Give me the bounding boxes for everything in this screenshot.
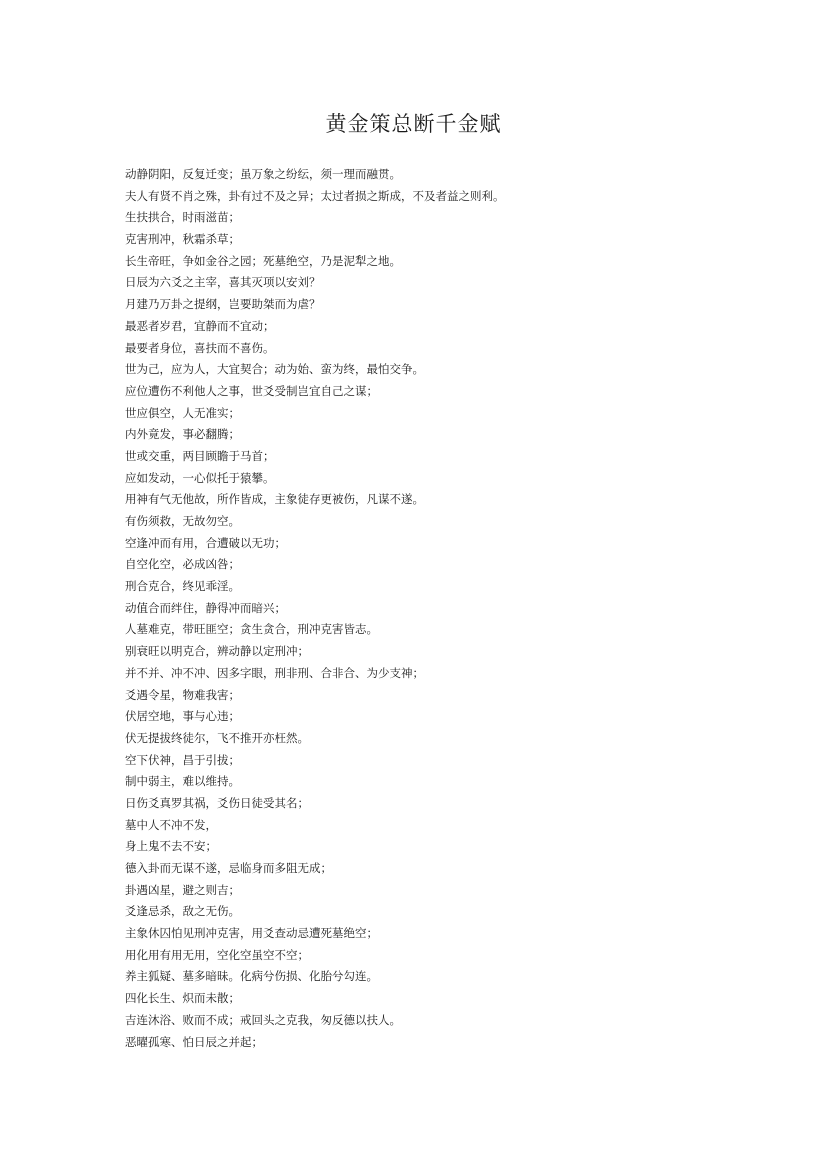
- text-line: 爻遇令星，物难我害；: [125, 687, 240, 702]
- text-line: 最要者身位，喜扶而不喜伤。: [125, 340, 275, 355]
- text-line: 制中弱主，难以维持。: [125, 774, 240, 789]
- text-line: 应如发动，一心似托于猿攀。: [125, 470, 275, 485]
- text-line: 伏居空地，事与心违；: [125, 709, 240, 724]
- text-line: 用神有气无他故，所作皆成，主象徒存更被伤，凡谋不遂。: [125, 492, 424, 507]
- text-line: 世为己，应为人，大宜契合；动为始、蛮为终，最怕交争。: [125, 362, 424, 377]
- text-line: 爻逢忌杀，敌之无伤。: [125, 904, 240, 919]
- text-line: 卦遇凶星，避之则吉；: [125, 882, 240, 897]
- text-line: 养主狐疑、墓多暗昧。化病兮伤损、化胎兮勾连。: [125, 969, 378, 984]
- text-line: 世或交重，两目顾瞻于马首；: [125, 448, 275, 463]
- text-line: 应位遭伤不利他人之事，世爻受制岂宜自己之谋；: [125, 383, 378, 398]
- text-line: 空逢冲而有用，合遭破以无功；: [125, 535, 286, 550]
- text-line: 世应俱空，人无准实；: [125, 405, 240, 420]
- text-line: 主象休囚怕见刑冲克害，用爻查动忌遭死墓绝空；: [125, 926, 378, 941]
- text-line: 最恶者岁君，宜静而不宜动；: [125, 318, 275, 333]
- text-line: 空下伏神，昌于引拔；: [125, 752, 240, 767]
- text-line: 夫人有贤不肖之殊，卦有过不及之异；太过者损之斯成，不及者益之则利。: [125, 188, 505, 203]
- text-line: 内外竟发，事必翻腾；: [125, 427, 240, 442]
- text-line: 克害刑冲，秋霜杀草；: [125, 232, 240, 247]
- text-line: 刑合克合，终见乖淫。: [125, 579, 240, 594]
- text-line: 有伤须救，无故勿空。: [125, 514, 240, 528]
- text-line: 别衰旺以明克合，辨动静以定刑冲；: [125, 644, 309, 659]
- text-line: 吉连沐浴、败而不成；戒回头之克我，匆反德以扶人。: [125, 1012, 401, 1027]
- text-body: [125, 164, 785, 1053]
- text-line: 生扶拱合，时雨滋苗；: [125, 210, 240, 225]
- text-line: 身上鬼不去不安；: [125, 839, 217, 854]
- text-line: 四化长生、炽而未散；: [125, 991, 240, 1006]
- document-title: 黄金策总断千金赋: [325, 112, 502, 136]
- text-line: 日辰为六爻之主宰，喜其灭项以安刘？: [125, 275, 321, 290]
- text-line: 自空化空，必成凶咎；: [125, 557, 240, 572]
- text-line: 长生帝旺，争如金谷之园；死墓绝空，乃是泥犁之地。: [125, 253, 401, 268]
- text-line: 并不并、冲不冲、因多字眼，刑非刑、合非合、为少支神；: [125, 665, 424, 680]
- text-line: 日伤爻真罗其祸，爻伤日徒受其名；: [125, 795, 309, 810]
- text-line: 墓中人不冲不发，: [125, 817, 217, 832]
- text-line: 动值合而绊住，静得冲而暗兴；: [125, 600, 286, 615]
- text-line: 伏无提拔终徒尔，飞不推开亦枉然。: [125, 730, 309, 745]
- text-line: 动静阴阳，反复迁变；虽万象之纷纭，须一理而融贯。: [125, 167, 401, 181]
- text-line: 用化用有用无用，空化空虽空不空；: [125, 947, 309, 962]
- text-line: 德入卦而无谋不遂，忌临身而多阻无成；: [125, 861, 332, 875]
- text-line: 恶曜孤寒、怕日辰之并起；: [125, 1034, 263, 1049]
- text-line: 人墓难克，带旺匪空；贪生贪合，刑冲克害皆志。: [125, 622, 378, 637]
- text-line: 月建乃万卦之提纲，岂要助桀而为虐？: [125, 297, 321, 312]
